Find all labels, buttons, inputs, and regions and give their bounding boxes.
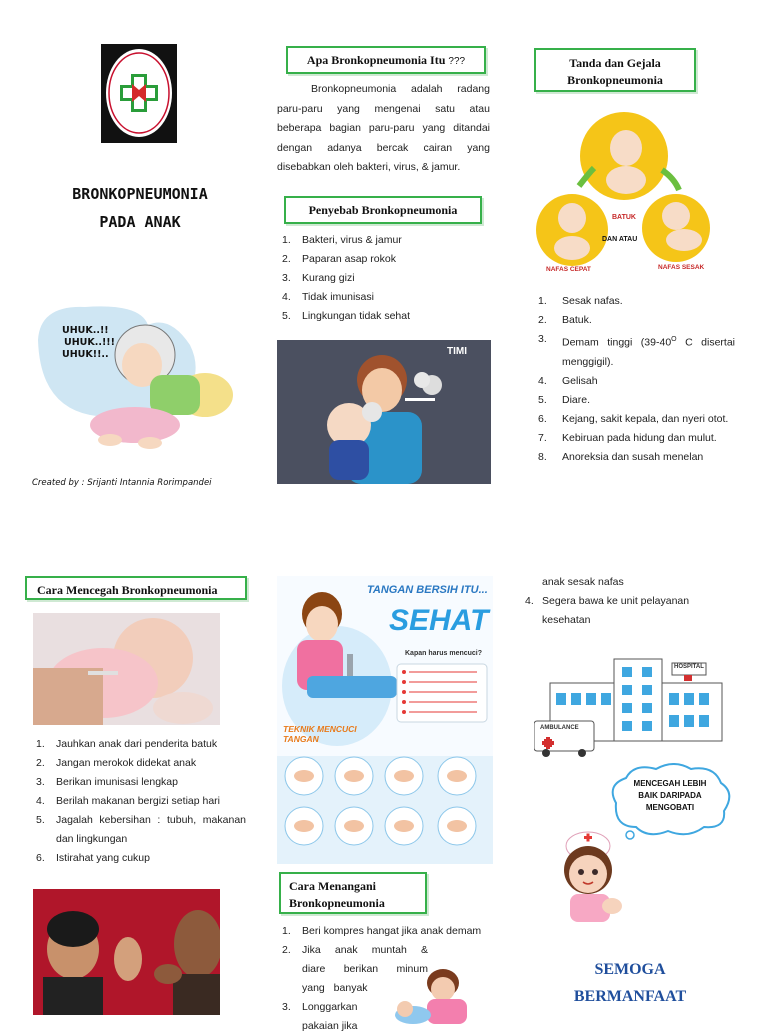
cough-text-line: UHUK..!! xyxy=(62,325,109,336)
main-title-line1: BRONKOPNEUMONIA xyxy=(72,185,208,203)
list-item: 1. Jauhkan anak dari penderita batuk xyxy=(36,738,218,750)
immunization-photo xyxy=(33,613,220,725)
logo xyxy=(101,44,177,143)
author-credit: Created by : Srijanti Intannia Rorimpandei xyxy=(32,478,212,488)
about-heading-suffix: ??? xyxy=(448,56,466,67)
diagram-label: NAFAS CEPAT xyxy=(546,266,591,273)
hospital-logo-icon xyxy=(101,44,177,143)
closing-message xyxy=(560,956,700,1010)
closing-line2: BERMANFAAT xyxy=(573,988,687,1005)
bubble-text: MENCEGAH LEBIH xyxy=(633,779,707,788)
list-item: 2. Batuk. xyxy=(538,314,592,326)
list-item: 6. Istirahat yang cukup xyxy=(36,852,150,864)
treatment-heading-line1: Cara Menangani xyxy=(289,879,376,893)
causes-list xyxy=(282,231,492,326)
list-item: 3. Longgarkan pakaian jika xyxy=(282,1001,358,1032)
nurse-image xyxy=(550,826,630,922)
symptoms-list xyxy=(538,292,735,467)
handwashing-poster xyxy=(277,576,493,864)
photo-caption: TIMI xyxy=(447,346,467,357)
list-item: 1. Bakteri, virus & jamur xyxy=(282,234,402,246)
bubble-text: BAIK DARIPADA xyxy=(638,791,702,800)
poster-title-big: SEHAT xyxy=(389,604,489,637)
list-item: 2. Jika anak muntah & diare berikan minum yang banyak xyxy=(282,944,428,994)
diagram-label: BATUK xyxy=(612,214,636,221)
prevention-list xyxy=(36,735,246,868)
diagram-label: NAFAS SESAK xyxy=(658,264,705,271)
cough-text-line: UHUK..!!! xyxy=(64,337,115,348)
treatment-list-continued xyxy=(525,592,735,630)
diagram-label: DAN ATAU xyxy=(602,236,638,243)
about-body: Bronkopneumonia adalah radang paru-paru yang mengenai satu atau beberapa bagian paru-paru yang ditandai dengan adanya bercak cairan yang disebabkan oleh bakteri, virus, & jamur. xyxy=(277,83,490,173)
list-item: 3. Berikan imunisasi lengkap xyxy=(36,776,178,788)
poster-question: Kapan harus mencuci? xyxy=(405,650,483,657)
ambulance-label: AMBULANCE xyxy=(540,725,579,731)
main-title xyxy=(40,180,240,236)
symptoms-heading-line1: Tanda dan Gejala xyxy=(569,56,661,70)
list-item: 5. Lingkungan tidak sehat xyxy=(282,310,410,322)
mother-child-image xyxy=(385,965,490,1024)
list-item: 4. Tidak imunisasi xyxy=(282,291,374,303)
list-item: 1. Beri kompres hangat jika anak demam xyxy=(282,925,482,937)
hospital-ambulance-image xyxy=(534,653,726,757)
list-item: 1. Sesak nafas. xyxy=(538,295,623,307)
treatment-continued: anak sesak nafas xyxy=(542,576,624,588)
list-item: 2. Paparan asap rokok xyxy=(282,253,396,265)
list-item: 3. Kurang gizi xyxy=(282,272,355,284)
cough-text-line: UHUK!!.. xyxy=(62,349,109,360)
closing-line1: SEMOGA xyxy=(594,961,666,978)
symptoms-diagram-image xyxy=(534,108,714,280)
causes-heading: Penyebab Bronkopneumonia xyxy=(284,196,482,224)
symptoms-heading xyxy=(534,48,696,92)
prevention-heading: Cara Mencegah Bronkopneumonia xyxy=(25,576,247,600)
coughing-child-image xyxy=(30,285,240,455)
list-item: 6. Kejang, sakit kepala, dan nyeri otot. xyxy=(538,412,729,425)
bubble-text: MENGOBATI xyxy=(645,803,695,812)
cough-text xyxy=(62,325,115,361)
poster-technique: TEKNIK MENCUCI TANGAN xyxy=(283,724,357,744)
smoking-father-image xyxy=(277,340,491,484)
main-title-line2: PADA ANAK xyxy=(99,213,181,231)
list-item: 5. Jagalah kebersihan : tubuh, makanan dan lingkungan xyxy=(36,814,246,845)
about-heading xyxy=(286,46,486,74)
about-heading-text: Apa Bronkopneumonia Itu xyxy=(306,53,446,67)
symptoms-heading-line2: Bronkopneumonia xyxy=(567,73,663,87)
list-item: 3. Demam tinggi ($39-40^O$ C disertai menggigil). xyxy=(538,333,736,368)
treatment-heading xyxy=(279,872,427,914)
list-item: 5. Diare. xyxy=(538,393,591,406)
treatment-heading-line2: Bronkopneumonia xyxy=(289,896,385,910)
list-item: 2. Jangan merokok didekat anak xyxy=(36,757,197,769)
list-item: 7. Kebiruan pada hidung dan mulut. xyxy=(538,431,717,444)
list-item: 4. Segera bawa ke unit pelayanan kesehatan xyxy=(525,595,690,626)
hospital-sign: HOSPITAL xyxy=(674,664,704,670)
list-item: 4. Berilah makanan bergizi setiap hari xyxy=(36,795,221,807)
poster-title: TANGAN BERSIH ITU... xyxy=(367,584,488,596)
list-item: 4. Gelisah xyxy=(538,374,598,387)
refuse-smoke-photo xyxy=(33,889,220,1015)
list-item: 8. Anoreksia dan susah menelan xyxy=(538,450,704,463)
